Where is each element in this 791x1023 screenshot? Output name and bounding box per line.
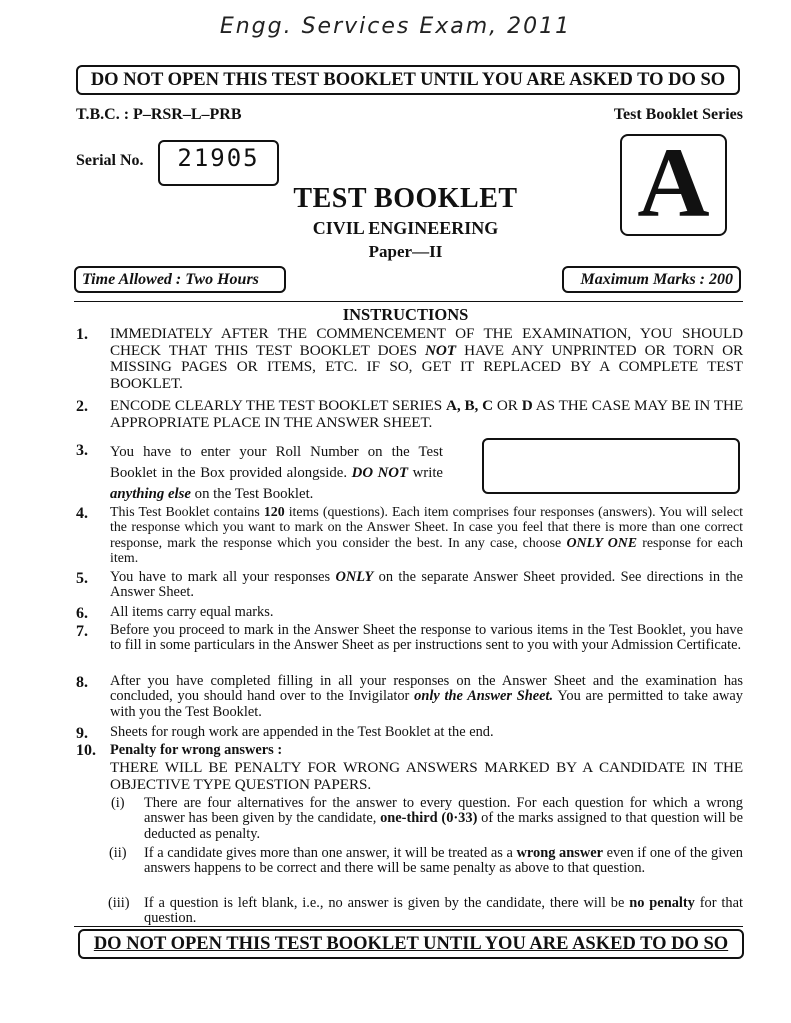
emphasis-text: 120 <box>263 505 285 520</box>
emphasis-text: anything else <box>110 486 191 502</box>
emphasis-text: only the Answer Sheet. <box>414 688 554 705</box>
text-run: IMMEDIATELY AFTER THE COMMENCEMENT OF THE EXAMINATION, YOU SHOULD CHECK THAT THIS TEST BOOKLET DOES <box>110 325 743 359</box>
item-number: 4. <box>76 505 88 522</box>
emphasis-text: wrong answer <box>516 845 604 861</box>
booklet-title: TEST BOOKLET <box>293 183 518 214</box>
sub-item-number: (i) <box>111 795 125 811</box>
warning-banner-top: DO NOT OPEN THIS TEST BOOKLET UNTIL YOU ARE ASKED TO DO SO <box>76 65 740 95</box>
item-text: Sheets for rough work are appended in the Test Booklet at the end. <box>110 724 494 740</box>
emphasis-text: A, B, C <box>445 397 493 414</box>
subject-title: CIVIL ENGINEERING <box>312 218 499 238</box>
item-number: 7. <box>76 623 88 640</box>
item-text: Before you proceed to mark in the Answer Sheet the response to various items in the Test Booklet, you have to fill in some particulars in the Answer Sheet as per instructions sent to you with your Admission Certificate. <box>110 622 743 654</box>
item-text <box>110 326 743 392</box>
item-number: 5. <box>76 570 88 587</box>
text-run: on the separate Answer Sheet provided. See directions in the Answer Sheet. <box>110 569 743 601</box>
text-run: of the marks assigned to that question will be deducted as penalty. <box>144 810 743 842</box>
time-allowed: Time Allowed : Two Hours <box>74 266 286 293</box>
item-number: 10. <box>76 742 96 759</box>
item-number: 3. <box>76 442 88 459</box>
test-booklet-series-label: Test Booklet Series <box>613 106 743 123</box>
divider-rule-bottom <box>74 926 743 927</box>
divider-rule-top <box>74 301 743 302</box>
text-run: even if one of the given answers happens to be correct and there will be same penalty as above to that question. <box>144 845 743 877</box>
serial-number-label: Serial No. <box>76 152 144 169</box>
item-number: 9. <box>76 725 88 742</box>
text-run: You have to enter your Roll Number on the Test Booklet in the Box provided alongside. <box>110 444 443 481</box>
emphasis-text: ONLY <box>335 569 374 585</box>
text-run: response for each item. <box>110 535 743 566</box>
text-run: OR <box>493 397 522 414</box>
text-run: items (questions). Each item comprises four responses (answers). You will select the response which you want to mark on the Answer Sheet. In case you feel that there is more than one correct response, mark the response which you consider the best. In any case, choose <box>110 505 743 551</box>
item-text <box>110 442 443 505</box>
item-number: 6. <box>76 605 88 622</box>
sub-item-number: (ii) <box>109 845 127 861</box>
tbc-code: T.B.C. : P–RSR–L–PRB <box>76 106 242 123</box>
maximum-marks: Maximum Marks : 200 <box>562 266 741 293</box>
item-text: All items carry equal marks. <box>110 604 274 620</box>
penalty-heading: Penalty for wrong answers : <box>110 742 283 758</box>
emphasis-text: ONLY ONE <box>566 535 638 551</box>
sub-item-text <box>144 796 743 842</box>
handwritten-note: Engg. Services Exam, 2011 <box>219 14 572 39</box>
paper-number: Paper—II <box>368 242 443 261</box>
text-run: HAVE ANY UNPRINTED OR TORN OR MISSING PAGES OR ITEMS, ETC. IF SO, GET IT REPLACED BY A COMPLETE TEST BOOKLET. <box>110 341 743 392</box>
emphasis-text: NOT <box>425 341 456 359</box>
item-number: 1. <box>76 326 88 343</box>
warning-banner-bottom: DO NOT OPEN THIS TEST BOOKLET UNTIL YOU ARE ASKED TO DO SO <box>78 929 744 959</box>
series-letter: A <box>637 127 710 238</box>
text-run: on the Test Booklet. <box>190 486 314 502</box>
emphasis-text: DO NOT <box>351 465 409 481</box>
roll-number-box[interactable] <box>482 438 740 494</box>
text-run: If a question is left blank, i.e., no answer is given by the candidate, there will be <box>144 895 630 911</box>
text-run: AS THE CASE MAY BE IN THE APPROPRIATE PLACE IN THE ANSWER SHEET. <box>110 397 743 431</box>
sub-item-text <box>144 846 743 877</box>
emphasis-text: one-third (0·33) <box>380 810 478 827</box>
text-run: You are permitted to take away with you the Test Booklet. <box>110 688 743 720</box>
text-run: This Test Booklet contains <box>110 505 264 520</box>
item-text <box>110 505 743 566</box>
penalty-statement: THERE WILL BE PENALTY FOR WRONG ANSWERS MARKED BY A CANDIDATE IN THE OBJECTIVE TYPE QUESTION PAPERS. <box>110 759 743 793</box>
item-number: 2. <box>76 398 88 415</box>
item-number: 8. <box>76 674 88 691</box>
text-run: You have to mark all your responses <box>110 569 336 585</box>
emphasis-text: no penalty <box>629 895 695 911</box>
instructions-heading: INSTRUCTIONS <box>342 305 469 324</box>
text-run: If a candidate gives more than one answer, it will be treated as a <box>144 845 517 861</box>
instruction-item-10 <box>76 742 743 926</box>
item-text <box>110 570 743 601</box>
text-run: for that question. <box>144 895 743 927</box>
item-text <box>110 674 743 720</box>
text-run: ENCODE CLEARLY THE TEST BOOKLET SERIES <box>110 397 446 414</box>
sub-item-text <box>144 896 743 927</box>
sub-item-number: (iii) <box>108 895 130 911</box>
text-run: After you have completed filling in all your responses on the Answer Sheet and the examination has concluded, you should hand over to the Invigilator <box>110 673 743 705</box>
serial-number-value: 21905 <box>177 144 260 172</box>
item-text <box>110 398 743 431</box>
emphasis-text: D <box>521 397 533 414</box>
text-run: There are four alternatives for the answer to every question. For each question for which a wrong answer has been given by the candidate, <box>144 795 743 827</box>
text-run: write <box>408 465 444 481</box>
